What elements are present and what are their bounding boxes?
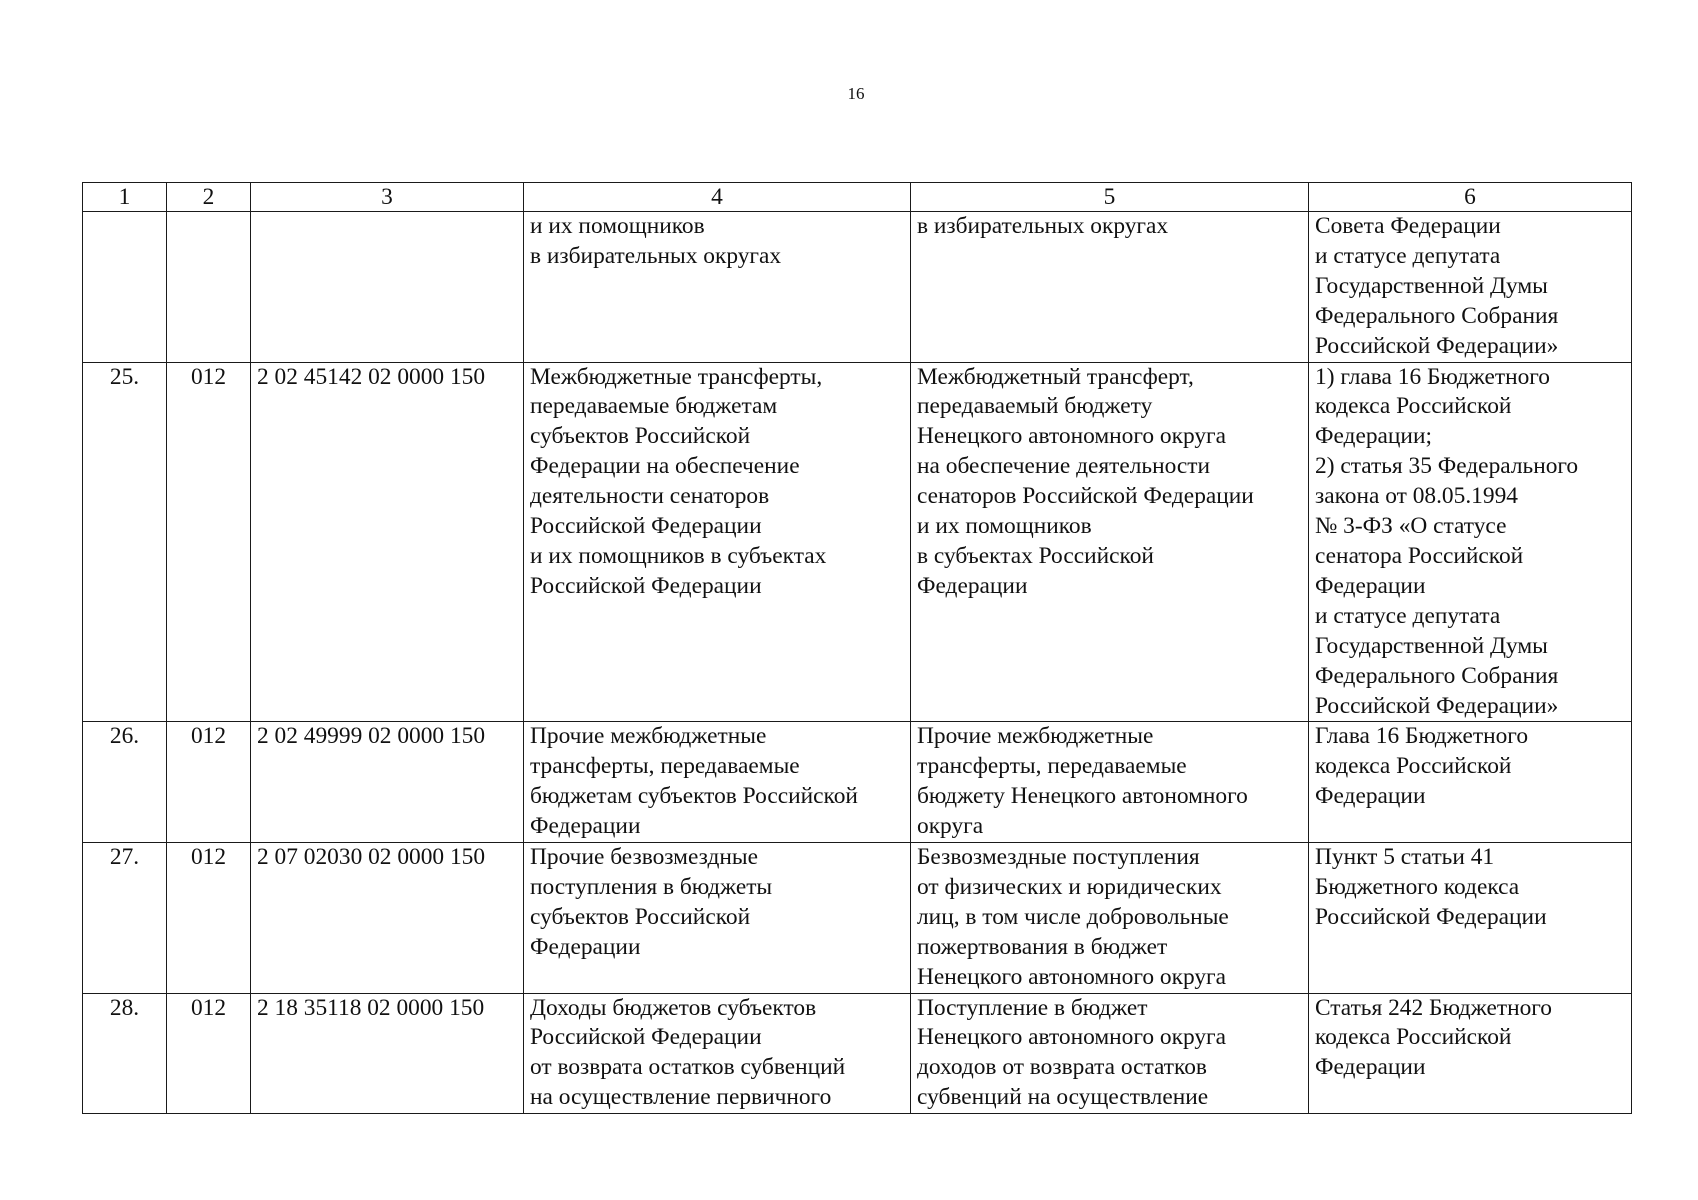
cell-text-line: Прочие межбюджетные bbox=[530, 723, 767, 750]
table-row bbox=[83, 362, 1632, 722]
cell-text-line: Федерации bbox=[1315, 1054, 1426, 1081]
cell-text-line: Российской Федерации» bbox=[1315, 332, 1559, 359]
revenue-name-cell bbox=[524, 722, 911, 843]
cell-text-line: Федерации bbox=[1315, 572, 1426, 599]
cell-text-line: Совета Федерации bbox=[1315, 213, 1501, 239]
cell-text-line: округа bbox=[917, 813, 984, 840]
column-header-6: 6 bbox=[1309, 183, 1632, 212]
cell-text-line: субъектов Российской bbox=[530, 423, 751, 450]
cell-text-line: Федерального Собрания bbox=[1315, 662, 1559, 689]
cell-text-line: Российской Федерации» bbox=[1315, 692, 1559, 719]
column-header-3: 3 bbox=[251, 183, 524, 212]
cell-text-line: кодекса Российской bbox=[1315, 1024, 1512, 1051]
cell-text-line: в избирательных округах bbox=[917, 213, 1169, 239]
cell-text-line: и их помощников в субъектах bbox=[530, 542, 827, 569]
budget-code-cell: 2 02 45142 02 0000 150 bbox=[251, 362, 524, 722]
cell-text-line: Межбюджетные трансферты, bbox=[530, 363, 823, 390]
cell-text-line: 1) глава 16 Бюджетного bbox=[1315, 363, 1550, 390]
legal-basis-cell bbox=[1309, 362, 1632, 722]
cell-text-line: передаваемые бюджетам bbox=[530, 393, 778, 420]
cell-text-line: Ненецкого автономного округа bbox=[917, 963, 1227, 990]
cell-text-line: деятельности сенаторов bbox=[530, 483, 770, 510]
cell-text-line: Федерации на обеспечение bbox=[530, 453, 800, 480]
admin-code-cell: 012 bbox=[167, 843, 251, 994]
table-row bbox=[83, 993, 1632, 1114]
cell-text-line: бюджету Ненецкого автономного bbox=[917, 783, 1248, 810]
cell-text-line: от возврата остатков субвенций bbox=[530, 1054, 846, 1081]
cell-text-line: и их помощников bbox=[917, 513, 1092, 540]
row-number-cell bbox=[83, 212, 167, 363]
budget-code-cell: 2 02 49999 02 0000 150 bbox=[251, 722, 524, 843]
cell-text-line: доходов от возврата остатков bbox=[917, 1054, 1207, 1081]
legal-basis-cell bbox=[1309, 993, 1632, 1114]
cell-text-line: № 3-ФЗ «О статусе bbox=[1315, 513, 1507, 540]
cell-text-line: Ненецкого автономного округа bbox=[917, 1024, 1227, 1051]
admin-code-cell bbox=[167, 212, 251, 363]
cell-text-line: сенаторов Российской Федерации bbox=[917, 483, 1254, 510]
cell-text-line: Российской Федерации bbox=[530, 1024, 762, 1051]
cell-text-line: и статусе депутата bbox=[1315, 602, 1501, 629]
cell-text-line: закона от 08.05.1994 bbox=[1315, 483, 1518, 510]
cell-text-line: Бюджетного кодекса bbox=[1315, 873, 1520, 900]
cell-text-line: кодекса Российской bbox=[1315, 753, 1512, 780]
cell-text-line: Межбюджетный трансферт, bbox=[917, 363, 1194, 390]
cell-text-line: Безвозмездные поступления bbox=[917, 844, 1200, 871]
header-row bbox=[83, 183, 1632, 212]
row-number-cell: 27. bbox=[83, 843, 167, 994]
column-header-4: 4 bbox=[524, 183, 911, 212]
column-header-1: 1 bbox=[83, 183, 167, 212]
revenue-description-cell bbox=[911, 212, 1309, 363]
cell-text-line: и статусе депутата bbox=[1315, 242, 1501, 269]
cell-text-line: Федерального Собрания bbox=[1315, 302, 1559, 329]
revenue-name-cell bbox=[524, 362, 911, 722]
table-body bbox=[83, 212, 1632, 1114]
page-number: 16 bbox=[847, 84, 865, 103]
cell-text-line: на осуществление первичного bbox=[530, 1084, 832, 1111]
legal-basis-cell bbox=[1309, 843, 1632, 994]
admin-code-cell: 012 bbox=[167, 993, 251, 1114]
admin-code-cell: 012 bbox=[167, 362, 251, 722]
revenue-name-cell bbox=[524, 993, 911, 1114]
cell-text-line: 2) статья 35 Федерального bbox=[1315, 453, 1579, 480]
cell-text-line: Статья 242 Бюджетного bbox=[1315, 994, 1553, 1021]
cell-text-line: Поступление в бюджет bbox=[917, 994, 1148, 1021]
cell-text-line: лиц, в том числе добровольные bbox=[917, 903, 1229, 930]
cell-text-line: Прочие безвозмездные bbox=[530, 844, 758, 871]
revenue-description-cell bbox=[911, 993, 1309, 1114]
column-header-5: 5 bbox=[911, 183, 1309, 212]
cell-text-line: и их помощников bbox=[530, 213, 705, 239]
cell-text-line: кодекса Российской bbox=[1315, 393, 1512, 420]
cell-text-line: в субъектах Российской bbox=[917, 542, 1154, 569]
revenue-description-cell bbox=[911, 722, 1309, 843]
cell-text-line: бюджетам субъектов Российской bbox=[530, 783, 858, 810]
cell-text-line: Российской Федерации bbox=[530, 572, 762, 599]
cell-text-line: поступления в бюджеты bbox=[530, 873, 773, 900]
cell-text-line: Ненецкого автономного округа bbox=[917, 423, 1227, 450]
cell-text-line: Федерации bbox=[1315, 783, 1426, 810]
cell-text-line: Доходы бюджетов субъектов bbox=[530, 994, 817, 1021]
cell-text-line: передаваемый бюджету bbox=[917, 393, 1153, 420]
cell-text-line: Глава 16 Бюджетного bbox=[1315, 723, 1529, 750]
cell-text-line: Федерации bbox=[917, 572, 1028, 599]
admin-code-cell: 012 bbox=[167, 722, 251, 843]
revenue-description-cell bbox=[911, 843, 1309, 994]
budget-code-cell bbox=[251, 212, 524, 363]
cell-text-line: трансферты, передаваемые bbox=[917, 753, 1187, 780]
cell-text-line: Прочие межбюджетные bbox=[917, 723, 1154, 750]
column-header-2: 2 bbox=[167, 183, 251, 212]
cell-text-line: Государственной Думы bbox=[1315, 272, 1548, 299]
revenue-name-cell bbox=[524, 212, 911, 363]
revenue-name-cell bbox=[524, 843, 911, 994]
cell-text-line: субъектов Российской bbox=[530, 903, 751, 930]
cell-text-line: от физических и юридических bbox=[917, 873, 1222, 900]
row-number-cell: 28. bbox=[83, 993, 167, 1114]
cell-text-line: субвенций на осуществление bbox=[917, 1084, 1209, 1111]
cell-text-line: в избирательных округах bbox=[530, 242, 782, 269]
legal-basis-cell bbox=[1309, 212, 1632, 363]
table-row bbox=[83, 843, 1632, 994]
table-row bbox=[83, 212, 1632, 363]
table-row bbox=[83, 722, 1632, 843]
cell-text-line: пожертвования в бюджет bbox=[917, 933, 1168, 960]
cell-text-line: сенатора Российской bbox=[1315, 542, 1524, 569]
cell-text-line: на обеспечение деятельности bbox=[917, 453, 1211, 480]
revenue-description-cell bbox=[911, 362, 1309, 722]
budget-code-cell: 2 18 35118 02 0000 150 bbox=[251, 993, 524, 1114]
cell-text-line: Федерации bbox=[530, 813, 641, 840]
cell-text-line: Российской Федерации bbox=[530, 513, 762, 540]
cell-text-line: Государственной Думы bbox=[1315, 632, 1548, 659]
cell-text-line: Российской Федерации bbox=[1315, 903, 1547, 930]
legal-basis-cell bbox=[1309, 722, 1632, 843]
budget-code-cell: 2 07 02030 02 0000 150 bbox=[251, 843, 524, 994]
cell-text-line: Федерации bbox=[530, 933, 641, 960]
row-number-cell: 25. bbox=[83, 362, 167, 722]
cell-text-line: Пункт 5 статьи 41 bbox=[1315, 844, 1495, 871]
row-number-cell: 26. bbox=[83, 722, 167, 843]
cell-text-line: Федерации; bbox=[1315, 423, 1432, 450]
cell-text-line: трансферты, передаваемые bbox=[530, 753, 800, 780]
document-table bbox=[82, 182, 1632, 1114]
